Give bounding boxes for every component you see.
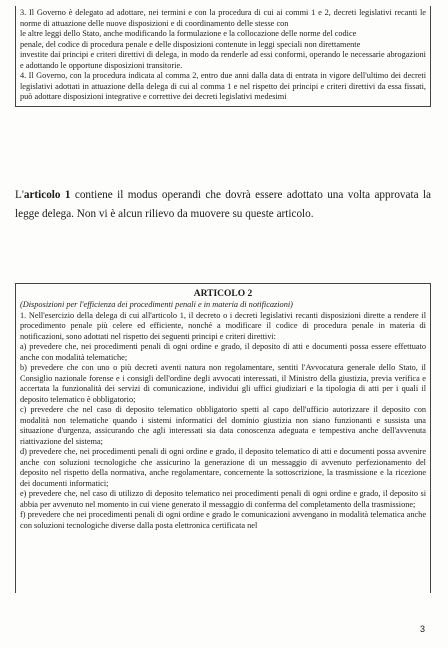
- law-text-line: investite dai principi e criteri direttivi di delega, in modo da renderle ad essi conformi, operando le necessarie abrogazioni e adottando le opportune disposizioni transitorie.: [20, 50, 426, 70]
- law-text-line: 3. Il Governo è delegato ad adottare, nei termini e con la procedura di cui ai commi 1 e 2, decreti legislativi recanti le norme di attuazione delle nuove disposizioni e di coordinamento delle stesse con: [20, 8, 426, 28]
- article-paragraph: a) prevedere che, nei procedimenti penali di ogni ordine e grado, il deposito di atti e documenti possa essere effettuato anche con modalità telematiche;: [20, 342, 426, 362]
- commentary-paragraph: [15, 186, 431, 224]
- commentary-prefix: L': [15, 189, 24, 201]
- article-paragraph: e) prevedere che, nel caso di utilizzo di deposito telematico nei procedimenti penali di ogni ordine e grado, il deposito si abbia per avvenuto nel momento in cui viene generato il messaggio di conferma del completamento della trasmissione;: [20, 489, 426, 509]
- article-2-box: [15, 283, 431, 593]
- article-paragraph: 1. Nell'esercizio della delega di cui all'articolo 1, il decreto o i decreti legislativi recanti disposizioni dirette a rendere il procedimento penale più celere ed efficiente, nonché a modificare il codice di procedura penale in materia di notificazioni, sono adottati nel rispetto dei seguenti principi e criteri direttivi:: [20, 310, 426, 341]
- page-number: 3: [419, 624, 425, 634]
- article-paragraph: f) prevedere che nei procedimenti penali di ogni ordine e grado le comunicazioni avvengano in modalità telematica anche con soluzioni tecnologiche diverse dalla posta elettronica certificata nel: [20, 510, 426, 530]
- article-paragraph: b) prevedere che con uno o più decreti aventi natura non regolamentare, sentiti l'Avvocatura generale dello Stato, il Consiglio nazionale forense e i consigli dell'ordine degli avvocati interessati, il Ministro della giustizia, previa verifica e accertata la funzionalità dei servizi di comunicazione, individui gli uffici giudiziari e la tipologia di atti per i quali il deposito telematico è obbligatorio;: [20, 363, 426, 404]
- law-text-line: le altre leggi dello Stato, anche modificando la formulazione e la collocazione delle norme del codice: [20, 29, 357, 38]
- article-paragraph: d) prevedere che, nei procedimenti penali di ogni ordine e grado, il deposito telematico di atti e documenti possa avvenire anche con soluzioni tecnologiche che assicurino la generazione di un messaggio di avvenuto perfezionamento del deposito nel rispetto della normativa, anche regolamentare, concernente la sottoscrizione, la trasmissione e la ricezione dei documenti informatici;: [20, 447, 426, 488]
- article-title: ARTICOLO 2: [193, 289, 253, 299]
- commentary-text: contiene il modus operandi che dovrà essere adottato una volta approvata la legge delega. Non vi è alcun rilievo da muovere su queste articolo.: [15, 189, 432, 220]
- commentary-article-ref: articolo 1: [23, 189, 71, 201]
- law-text-line: 4. Il Governo, con la procedura indicata al comma 2, entro due anni dalla data di entrata in vigore dell'ultimo dei decreti legislativi adottati in attuazione della delega di cui al comma 1 e nel rispetto dei principi e criteri direttivi da essa fissati, può adottare disposizioni integrative e correttive dei decreti legislativi medesimi: [20, 71, 426, 101]
- quoted-law-box-top: [15, 6, 431, 107]
- article-paragraph: c) prevedere che nel caso di deposito telematico obbligatorio spetti al capo dell'ufficio autorizzare il deposito con modalità non telematiche quando i sistemi informatici del dominio giustizia non siano funzionanti e sussista una situazione d'urgenza, assicurando che agli interessati sia data conoscenza adeguata e tempestiva anche dell'avvenuta riattivazione del sistema;: [20, 405, 426, 446]
- law-text-line: penale, del codice di procedura penale e delle disposizioni contenute in leggi speciali non direttamente: [20, 39, 361, 49]
- article-subtitle: (Disposizioni per l'efficienza dei procedimenti penali e in materia di notificazioni): [20, 300, 293, 309]
